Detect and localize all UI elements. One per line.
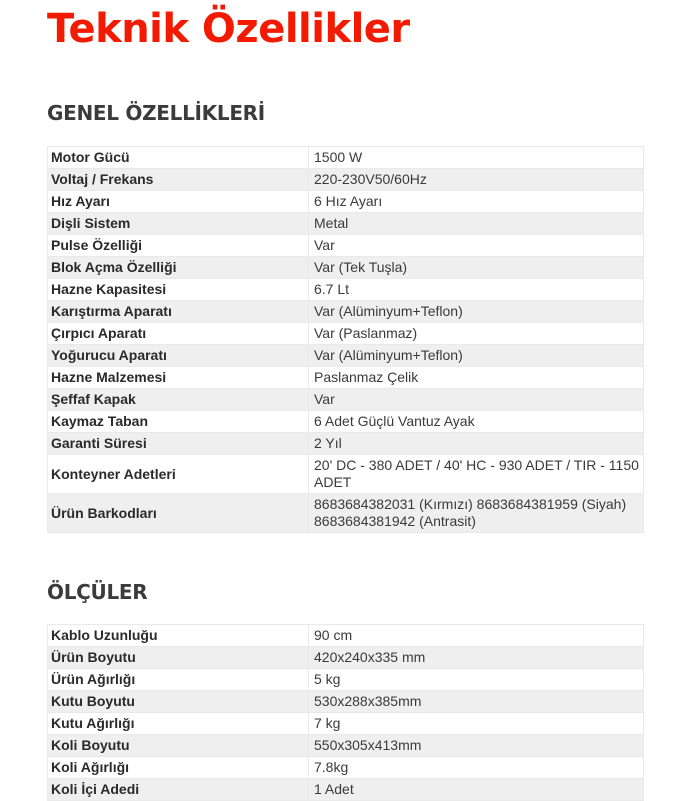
spec-value: 8683684382031 (Kırmızı) 8683684381959 (Siyah) 8683684381942 (Antrasit)	[309, 494, 644, 533]
spec-label: Kaymaz Taban	[48, 411, 309, 433]
spec-value: Var (Alüminyum+Teflon)	[309, 345, 644, 367]
spec-value: 6.7 Lt	[309, 279, 644, 301]
spec-value: 7.8kg	[309, 757, 644, 779]
spec-label: Motor Gücü	[48, 147, 309, 169]
spec-label: Karıştırma Aparatı	[48, 301, 309, 323]
spec-value: 550x305x413mm	[309, 735, 644, 757]
spec-label: Çırpıcı Aparatı	[48, 323, 309, 345]
spec-value: Paslanmaz Çelik	[309, 367, 644, 389]
spec-label: Dişli Sistem	[48, 213, 309, 235]
spec-value: 420x240x335 mm	[309, 647, 644, 669]
table-row	[48, 147, 644, 169]
table-row	[48, 713, 644, 735]
spec-value: 1 Adet	[309, 779, 644, 801]
table-row	[48, 235, 644, 257]
page-title: Teknik Özellikler	[47, 6, 410, 52]
table-row	[48, 367, 644, 389]
table-row	[48, 345, 644, 367]
spec-label: Kutu Ağırlığı	[48, 713, 309, 735]
spec-label: Ürün Ağırlığı	[48, 669, 309, 691]
spec-value: 2 Yıl	[309, 433, 644, 455]
spec-value: 6 Hız Ayarı	[309, 191, 644, 213]
spec-label: Yoğurucu Aparatı	[48, 345, 309, 367]
table-row	[48, 455, 644, 494]
table-row	[48, 279, 644, 301]
spec-label: Kutu Boyutu	[48, 691, 309, 713]
table-row	[48, 169, 644, 191]
table-row	[48, 191, 644, 213]
spec-value: 90 cm	[309, 625, 644, 647]
table-row	[48, 735, 644, 757]
section-title-dimensions: ÖLÇÜLER	[47, 580, 148, 604]
table-row	[48, 213, 644, 235]
spec-label: Hazne Malzemesi	[48, 367, 309, 389]
spec-label: Hız Ayarı	[48, 191, 309, 213]
spec-value: 6 Adet Güçlü Vantuz Ayak	[309, 411, 644, 433]
spec-label: Koli Boyutu	[48, 735, 309, 757]
spec-value: 5 kg	[309, 669, 644, 691]
dimensions-table	[47, 624, 644, 801]
general-specs-table	[47, 146, 644, 533]
spec-label: Pulse Özelliği	[48, 235, 309, 257]
spec-value: 7 kg	[309, 713, 644, 735]
spec-label: Ürün Barkodları	[48, 494, 309, 533]
table-row	[48, 323, 644, 345]
spec-label: Hazne Kapasitesi	[48, 279, 309, 301]
spec-label: Koli Ağırlığı	[48, 757, 309, 779]
spec-label: Konteyner Adetleri	[48, 455, 309, 494]
table-row	[48, 691, 644, 713]
spec-label: Koli İçi Adedi	[48, 779, 309, 801]
spec-value: Var	[309, 235, 644, 257]
spec-value: 20' DC - 380 ADET / 40' HC - 930 ADET / TIR - 1150 ADET	[309, 455, 644, 494]
spec-value: Var (Alüminyum+Teflon)	[309, 301, 644, 323]
table-row	[48, 647, 644, 669]
table-row	[48, 389, 644, 411]
table-row	[48, 301, 644, 323]
spec-value: Var (Tek Tuşla)	[309, 257, 644, 279]
spec-label: Blok Açma Özelliği	[48, 257, 309, 279]
table-row	[48, 494, 644, 533]
spec-value: 530x288x385mm	[309, 691, 644, 713]
table-row	[48, 625, 644, 647]
spec-label: Garanti Süresi	[48, 433, 309, 455]
spec-value: Metal	[309, 213, 644, 235]
table-row	[48, 669, 644, 691]
table-row	[48, 411, 644, 433]
spec-value: 1500 W	[309, 147, 644, 169]
spec-value: 220-230V50/60Hz	[309, 169, 644, 191]
table-row	[48, 257, 644, 279]
section-title-general: GENEL ÖZELLİKLERİ	[47, 101, 265, 125]
spec-value: Var	[309, 389, 644, 411]
table-row	[48, 779, 644, 801]
table-row	[48, 433, 644, 455]
spec-label: Voltaj / Frekans	[48, 169, 309, 191]
spec-label: Kablo Uzunluğu	[48, 625, 309, 647]
spec-label: Şeffaf Kapak	[48, 389, 309, 411]
table-row	[48, 757, 644, 779]
spec-label: Ürün Boyutu	[48, 647, 309, 669]
spec-value: Var (Paslanmaz)	[309, 323, 644, 345]
